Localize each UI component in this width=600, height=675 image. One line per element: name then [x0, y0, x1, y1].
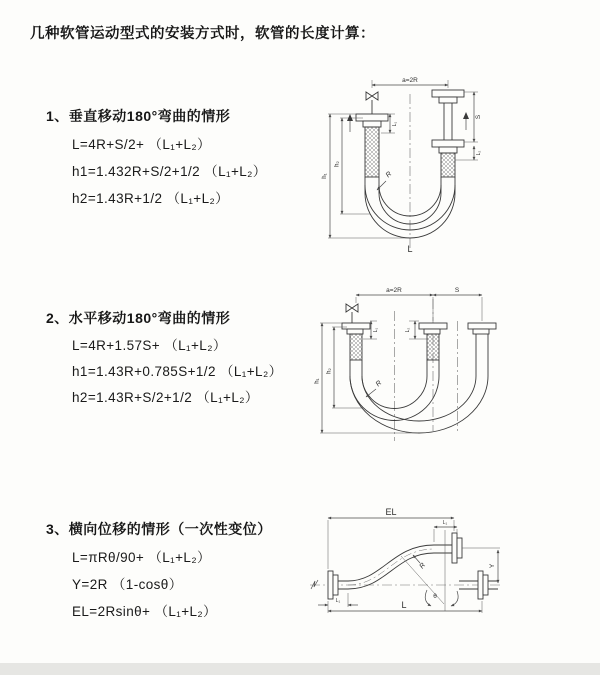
middle-pipe-assembly	[419, 323, 447, 360]
radius-callout	[413, 555, 427, 570]
dim-label-length: L	[407, 244, 413, 254]
dim-label-radius: R	[374, 379, 384, 389]
movement-arrow-up-left	[347, 114, 353, 132]
dim-label-a2r: a=2R	[402, 77, 418, 84]
section-1-heading: 1、垂直移动180°弯曲的情形	[46, 108, 231, 124]
section-1-formula-1: L=4R+S/2+ （L₁+L₂）	[72, 137, 211, 152]
dim-label-h1: h₁	[322, 173, 328, 179]
section-3-formula-3: EL=2Rsinθ+ （L₁+L₂）	[72, 604, 217, 619]
dim-label-h2: h₂	[334, 161, 341, 167]
radius-callout	[366, 380, 383, 397]
upper-right-flange-assembly	[434, 533, 462, 563]
dim-label-a2r: a=2R	[386, 287, 402, 294]
dimension-el	[328, 507, 454, 569]
dim-label-theta: θ	[433, 593, 437, 600]
valve-icon	[346, 304, 358, 323]
break-mark	[311, 580, 318, 589]
dim-label-h1: h₁	[314, 378, 321, 384]
dim-label-l2: L₂	[405, 327, 411, 333]
diagram-lateral-displacement	[304, 494, 596, 664]
movement-arrow-up-right	[463, 112, 469, 130]
dim-label-s: S	[454, 287, 460, 294]
section-1-formula-2: h1=1.432R+S/2+1/2 （L₁+L₂）	[72, 164, 267, 179]
section-2-formula-1: L=4R+1.57S+ （L₁+L₂）	[72, 338, 227, 353]
dimension-s	[433, 287, 482, 295]
dimension-a-2r	[356, 287, 482, 321]
construction-lines	[401, 530, 500, 611]
dimension-l	[328, 600, 482, 613]
dim-label-s: S	[475, 114, 482, 120]
hose-u-bend-position-2	[350, 376, 488, 433]
section-3-heading: 3、横向位移的情形（一次性变位）	[46, 521, 272, 537]
left-pipe-assembly	[342, 323, 370, 360]
left-pipe-assembly	[356, 114, 388, 177]
dim-label-el: EL	[385, 507, 397, 517]
angle-theta	[425, 590, 458, 606]
dim-label-l2: L₂	[476, 150, 482, 156]
dim-label-l1: L₁	[373, 327, 379, 333]
dim-label-h2: h₂	[326, 368, 333, 374]
dim-label-length: L	[401, 600, 407, 610]
section-2-formula-2: h1=1.43R+0.785S+1/2 （L₁+L₂）	[72, 364, 283, 379]
diagram-vertical-180-bend	[320, 64, 575, 264]
section-3-formula-2: Y=2R （1-cosθ）	[72, 577, 183, 592]
right-pipe-assembly	[432, 90, 464, 177]
dimension-h1	[315, 323, 419, 433]
dim-label-y: Y	[489, 563, 496, 569]
left-flange-assembly	[328, 571, 348, 599]
diagram-horizontal-180-bend	[314, 281, 592, 461]
dim-label-radius: R	[418, 561, 428, 571]
right-pipe-assembly	[468, 323, 496, 376]
section-2-heading: 2、水平移动180°弯曲的情形	[46, 310, 231, 326]
section-1-formula-3: h2=1.43R+1/2 （L₁+L₂）	[72, 191, 230, 206]
valve-icon	[366, 92, 378, 114]
dim-label-l1-bottom: L₁	[335, 598, 341, 604]
dimension-a-2r	[372, 77, 448, 88]
dimension-y	[489, 550, 498, 583]
page-bottom-edge	[0, 663, 600, 675]
section-2-formula-3: h2=1.43R+S/2+1/2 （L₁+L₂）	[72, 390, 259, 405]
dimension-l2	[455, 146, 482, 160]
dim-label-l1: L₁	[392, 121, 398, 127]
dim-label-l1-top: L₁	[442, 520, 448, 526]
dim-label-radius: R	[384, 170, 394, 180]
section-3-formula-1: L=πRθ/90+ （L₁+L₂）	[72, 550, 211, 565]
page-title: 几种软管运动型式的安装方式时，软管的长度计算：	[30, 26, 375, 42]
